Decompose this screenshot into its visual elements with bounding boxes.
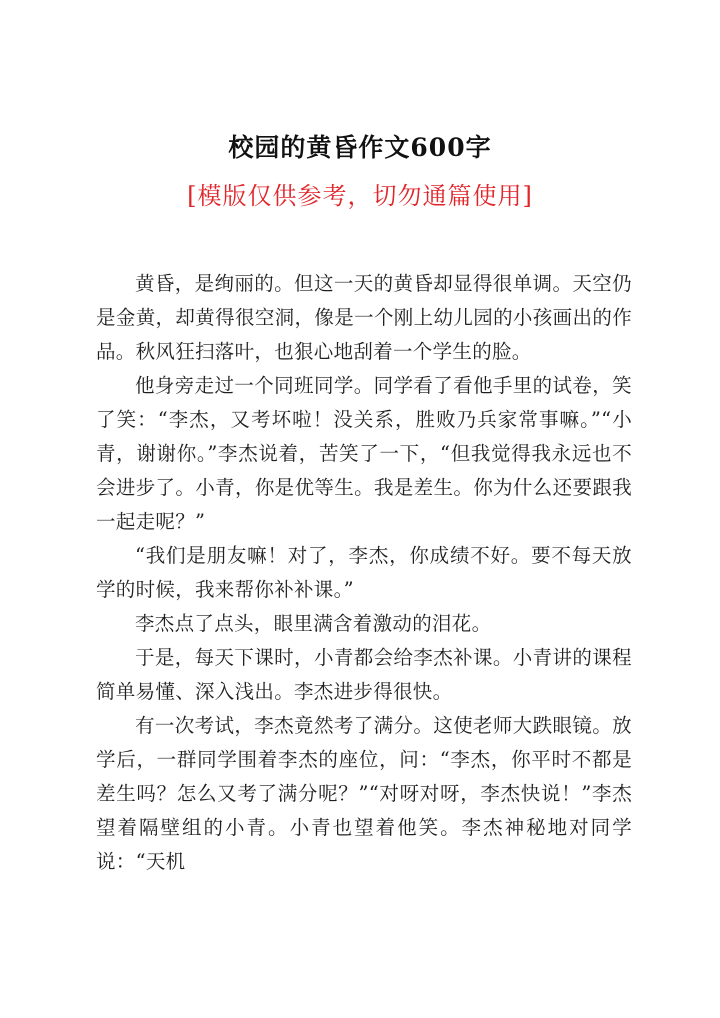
paragraph: 他身旁走过一个同班同学。同学看了看他手里的试卷，笑了笑：“李杰，又考坏啦！没关系，胜败乃兵家常事嘛。”“小青，谢谢你。”李杰说着，苦笑了一下，“但我觉得我永远也不会进步了。小青，你是优等生。我是差生。你为什么还要跟我一起走呢？” [96, 374, 632, 533]
document-title: 校园的黄昏作文600字 [228, 133, 492, 162]
paragraph: 有一次考试，李杰竟然考了满分。这使老师大跌眼镜。放学后，一群同学围着李杰的座位，问：“李杰，你平时不都是差生吗？怎么又考了满分呢？”“对呀对呀，李杰快说！”李杰望着隔壁组的小青。小青也望着他笑。李杰神秘地对同学说：“天机 [96, 714, 632, 873]
document-body [96, 267, 632, 879]
paragraph: “我们是朋友嘛！对了，李杰，你成绩不好。要不每天放学的时候，我来帮你补补课。” [96, 544, 632, 601]
document-subtitle: [模版仅供参考，切勿通篇使用] [187, 182, 533, 210]
paragraph: 李杰点了点头，眼里满含着激动的泪花。 [135, 612, 492, 635]
paragraph: 于是，每天下课时，小青都会给李杰补课。小青讲的课程简单易懂、深入浅出。李杰进步得很快。 [96, 646, 632, 703]
paragraph: 黄昏，是绚丽的。但这一天的黄昏却显得很单调。天空仍是金黄，却黄得很空洞，像是一个刚上幼儿园的小孩画出的作品。秋风狂扫落叶，也狠心地刮着一个学生的脸。 [96, 272, 632, 363]
